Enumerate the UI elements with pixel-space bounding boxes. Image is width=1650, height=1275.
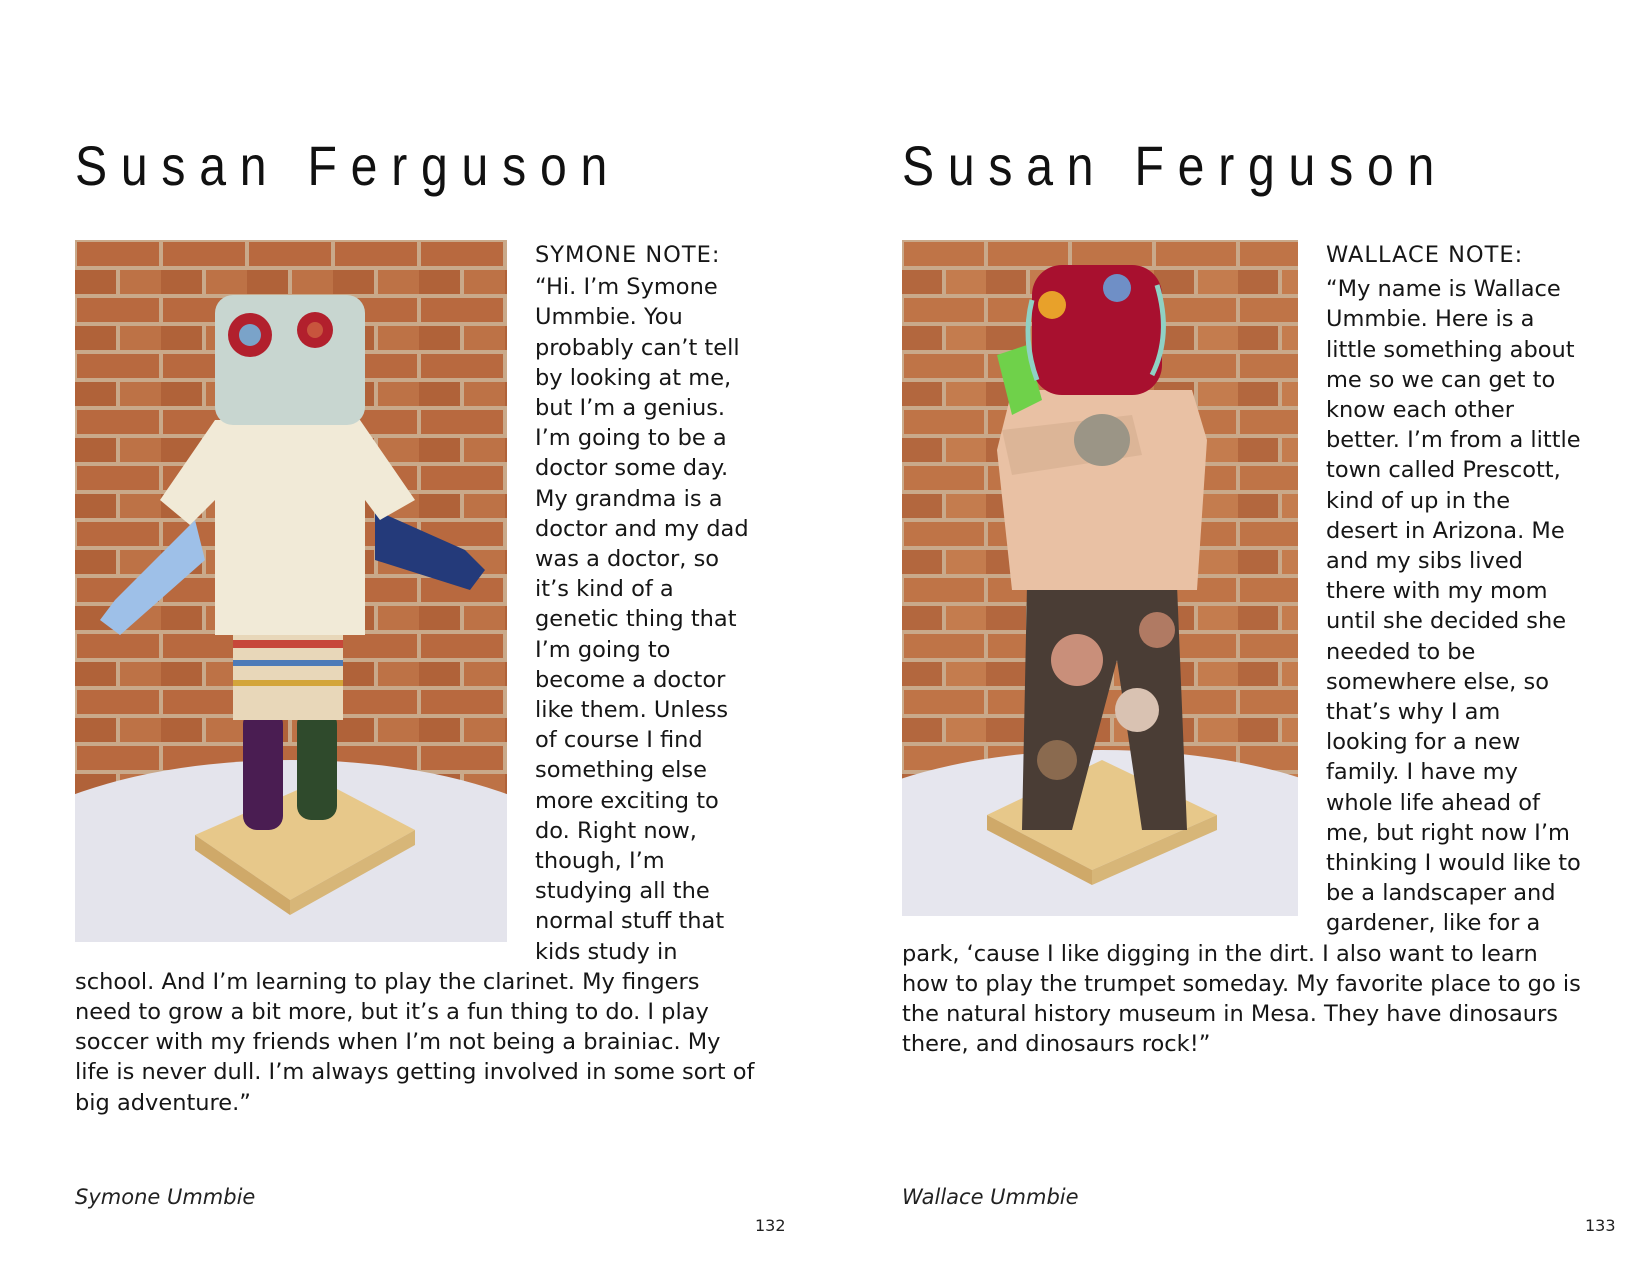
- note-body: “Hi. I’m Symone Ummbie. You probably can’t tell by looking at me, but I’m a genius. I’m going to be a doctor some day. My grandma is a doctor and my dad was a doctor, so it’s kind of a genetic thing that I’m going to become a doctor like them. Unless of course I find something else more exciting to do. Right now, though, I’m studying all the normal stuff that kids study in school. And I’m learning to play the clarinet. My fingers need to grow a bit more, but it’s a fun thing to do. I play soccer with my friends when I’m not being a brainiac. My life is never dull. I’m always getting involved in some sort of big adventure.”: [75, 274, 755, 1116]
- profile-content: [75, 240, 755, 1118]
- page-number: 133: [1585, 1216, 1616, 1235]
- page-right: [825, 0, 1650, 1275]
- page-number: 132: [755, 1216, 786, 1235]
- doll-photo-wallace-image: [902, 240, 1298, 916]
- doll-photo-symone: [75, 240, 507, 942]
- note-label: SYMONE NOTE:: [535, 242, 721, 268]
- photo-caption: Wallace Ummbie: [902, 1185, 1079, 1209]
- doll-photo-symone-image: [75, 240, 507, 942]
- photo-caption: Symone Ummbie: [75, 1185, 256, 1209]
- page-title: Susan Ferguson: [75, 134, 622, 197]
- page-title: Susan Ferguson: [902, 134, 1449, 197]
- note-body: “My name is Wallace Ummbie. Here is a little something about me so we can get to know each other better. I’m from a little town called Prescott, kind of up in the desert in Arizona. Me and my sibs lived there with my mom until she decided she needed to be somewhere else, so that’s why I am looking for a new family. I have my whole life ahead of me, but right now I’m thinking I would like to be a landscaper and gardener, like for a park, ‘cause I like digging in the dirt. I also want to learn how to play the trumpet someday. My favorite place to go is the natural history museum in Mesa. They have dinosaurs there, and dinosaurs rock!”: [902, 276, 1581, 1058]
- note-label: WALLACE NOTE:: [1326, 242, 1524, 268]
- doll-photo-wallace: [902, 240, 1298, 916]
- profile-content: [902, 240, 1582, 1059]
